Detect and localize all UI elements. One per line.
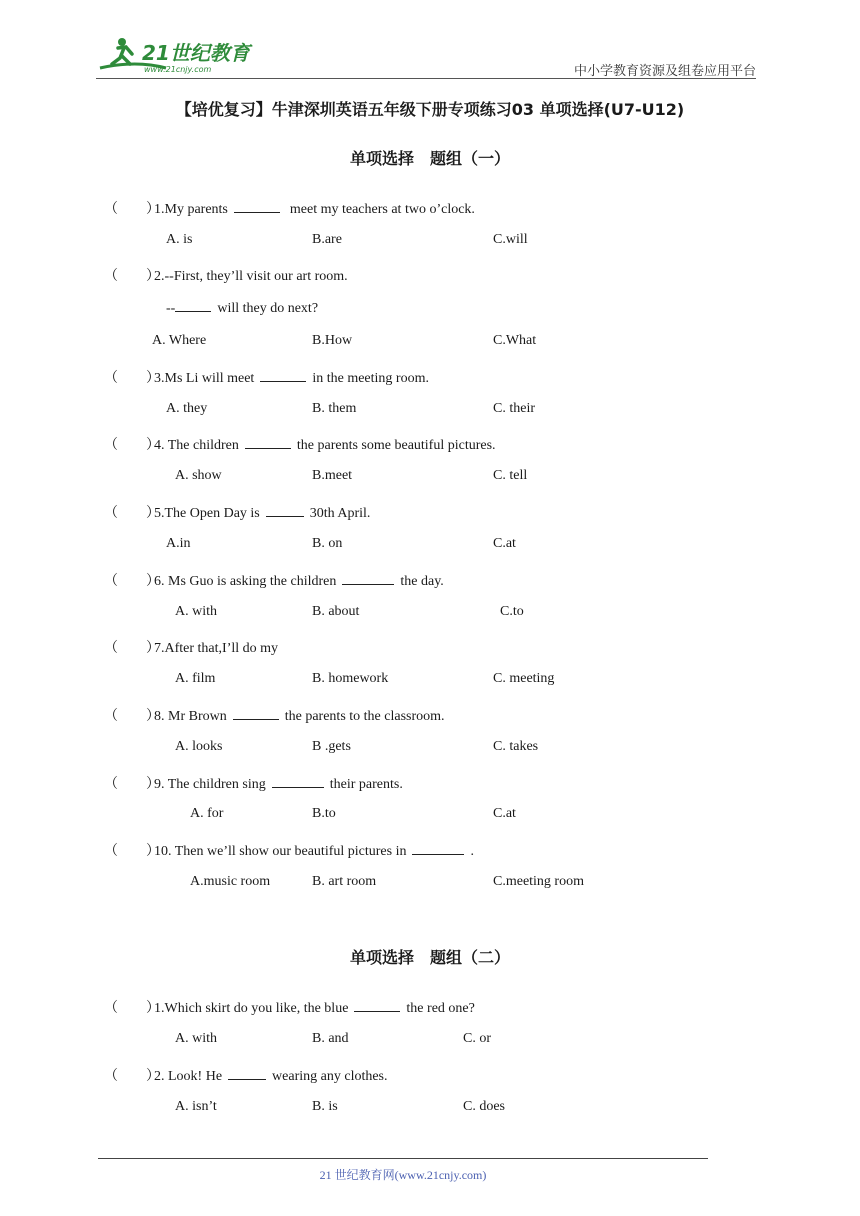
answer-paren[interactable]: （ ）	[104, 641, 160, 656]
question-text: 9. The children sing	[154, 777, 266, 792]
question-text: meet my teachers at two o’clock.	[289, 202, 475, 217]
question-text: 1.Which skirt do you like, the blue	[154, 1001, 349, 1016]
option-c[interactable]: C.at	[493, 536, 516, 551]
answer-blank[interactable]	[228, 1067, 266, 1080]
question-text: 7.After that,I’ll do my	[154, 641, 279, 656]
question-1-3	[104, 367, 429, 387]
question-1-10	[104, 840, 474, 860]
option-b[interactable]: B .gets	[312, 739, 351, 754]
answer-blank[interactable]	[266, 504, 304, 517]
option-b[interactable]: B. and	[312, 1031, 349, 1046]
footer-divider	[98, 1158, 708, 1159]
question-text: .	[470, 844, 474, 859]
question-text: 10. Then we’ll show our beautiful pictures in	[154, 844, 407, 859]
question-text: 30th April.	[309, 506, 371, 521]
option-b[interactable]: B.are	[312, 232, 342, 247]
question-1-7	[104, 637, 278, 657]
question-1-6	[104, 570, 444, 590]
option-c[interactable]: C. their	[493, 401, 535, 416]
question-text: the parents to the classroom.	[284, 709, 445, 724]
answer-paren[interactable]: （ ）	[104, 1001, 160, 1016]
question-text: their parents.	[329, 777, 403, 792]
option-a[interactable]: A. show	[175, 468, 222, 483]
answer-paren[interactable]: （ ）	[104, 506, 160, 521]
answer-paren[interactable]: （ ）	[104, 709, 160, 724]
document-title: 【培优复习】牛津深圳英语五年级下册专项练习03 单项选择(U7-U12)	[175, 100, 685, 119]
question-1-2	[104, 265, 348, 285]
option-a[interactable]: A. for	[190, 806, 224, 821]
answer-blank[interactable]	[272, 775, 324, 788]
question-text: will they do next?	[217, 301, 319, 316]
question-1-5	[104, 502, 370, 522]
option-b[interactable]: B. homework	[312, 671, 389, 686]
question-text: 4. The children	[154, 438, 239, 453]
question-text: 5.The Open Day is	[154, 506, 260, 521]
question-1-1	[104, 198, 475, 218]
option-a[interactable]: A. looks	[175, 739, 223, 754]
question-text: in the meeting room.	[312, 371, 429, 386]
site-logo	[96, 34, 266, 78]
option-a[interactable]: A. with	[175, 1031, 217, 1046]
option-b[interactable]: B. art room	[312, 874, 377, 889]
answer-blank[interactable]	[245, 436, 291, 449]
option-a[interactable]: A. isn’t	[175, 1099, 217, 1114]
option-a[interactable]: A. with	[175, 604, 217, 619]
option-b[interactable]: B. about	[312, 604, 360, 619]
header-platform-text: 中小学教育资源及组卷应用平台	[573, 64, 756, 79]
question-1-8	[104, 705, 445, 725]
logo-text: 21世纪教育	[142, 41, 250, 65]
answer-blank[interactable]	[354, 999, 400, 1012]
option-c[interactable]: C.What	[493, 333, 537, 348]
question-text: 3.Ms Li will meet	[154, 371, 255, 386]
question-1-9	[104, 773, 403, 793]
answer-paren[interactable]: （ ）	[104, 844, 160, 859]
option-c[interactable]: C. or	[463, 1031, 491, 1046]
answer-paren[interactable]: （ ）	[104, 269, 160, 284]
option-c[interactable]: C. does	[463, 1099, 505, 1114]
answer-paren[interactable]: （ ）	[104, 574, 160, 589]
question-text: 1.My parents	[154, 202, 228, 217]
answer-blank[interactable]	[342, 572, 394, 585]
question-text: the day.	[400, 574, 444, 589]
answer-paren[interactable]: （ ）	[104, 1069, 160, 1084]
option-a[interactable]: A. film	[175, 671, 216, 686]
answer-paren[interactable]: （ ）	[104, 777, 160, 792]
question-text: 6. Ms Guo is asking the children	[154, 574, 337, 589]
option-c[interactable]: C.to	[500, 604, 524, 619]
question-text: 8. Mr Brown	[154, 709, 227, 724]
footer-link[interactable]: 21 世纪教育网(www.21cnjy.com)	[319, 1168, 487, 1182]
question-text: 2.--First, they’ll visit our art room.	[154, 269, 348, 284]
header-divider	[96, 78, 756, 79]
option-b[interactable]: B.How	[312, 333, 353, 348]
option-b[interactable]: B. them	[312, 401, 357, 416]
option-a[interactable]: A. they	[166, 401, 208, 416]
option-b[interactable]: B. is	[312, 1099, 338, 1114]
question-1-4	[104, 434, 496, 454]
question-2-2	[104, 1065, 388, 1085]
option-c[interactable]: C.meeting room	[493, 874, 584, 889]
option-b[interactable]: B. on	[312, 536, 343, 551]
question-2-1	[104, 997, 475, 1017]
question-1-2-line2	[166, 299, 318, 317]
option-c[interactable]: C. meeting	[493, 671, 555, 686]
answer-paren[interactable]: （ ）	[104, 202, 160, 217]
question-text: wearing any clothes.	[272, 1069, 388, 1084]
option-c[interactable]: C.at	[493, 806, 516, 821]
question-text: 2. Look! He	[154, 1069, 223, 1084]
question-text: --	[166, 301, 176, 316]
answer-blank[interactable]	[175, 299, 211, 312]
option-a[interactable]: A. is	[166, 232, 193, 247]
question-text: the red one?	[406, 1001, 475, 1016]
option-b[interactable]: B.to	[312, 806, 336, 821]
option-c[interactable]: C.will	[493, 232, 528, 247]
option-b[interactable]: B.meet	[312, 468, 353, 483]
option-a[interactable]: A.music room	[190, 874, 271, 889]
answer-blank[interactable]	[260, 369, 306, 382]
logo-url: www.21cnjy.com	[144, 65, 212, 74]
answer-blank[interactable]	[234, 200, 280, 213]
option-c[interactable]: C. takes	[493, 739, 539, 754]
option-a[interactable]: A. Where	[152, 333, 207, 348]
section-title-2: 单项选择 题组（二）	[349, 948, 510, 967]
option-c[interactable]: C. tell	[493, 468, 528, 483]
answer-paren[interactable]: （ ）	[104, 371, 160, 386]
question-text: the parents some beautiful pictures.	[296, 438, 496, 453]
answer-blank[interactable]	[412, 842, 464, 855]
section-title-1: 单项选择 题组（一）	[349, 149, 510, 168]
option-a[interactable]: A.in	[166, 536, 191, 551]
answer-paren[interactable]: （ ）	[104, 438, 160, 453]
answer-blank[interactable]	[233, 707, 279, 720]
